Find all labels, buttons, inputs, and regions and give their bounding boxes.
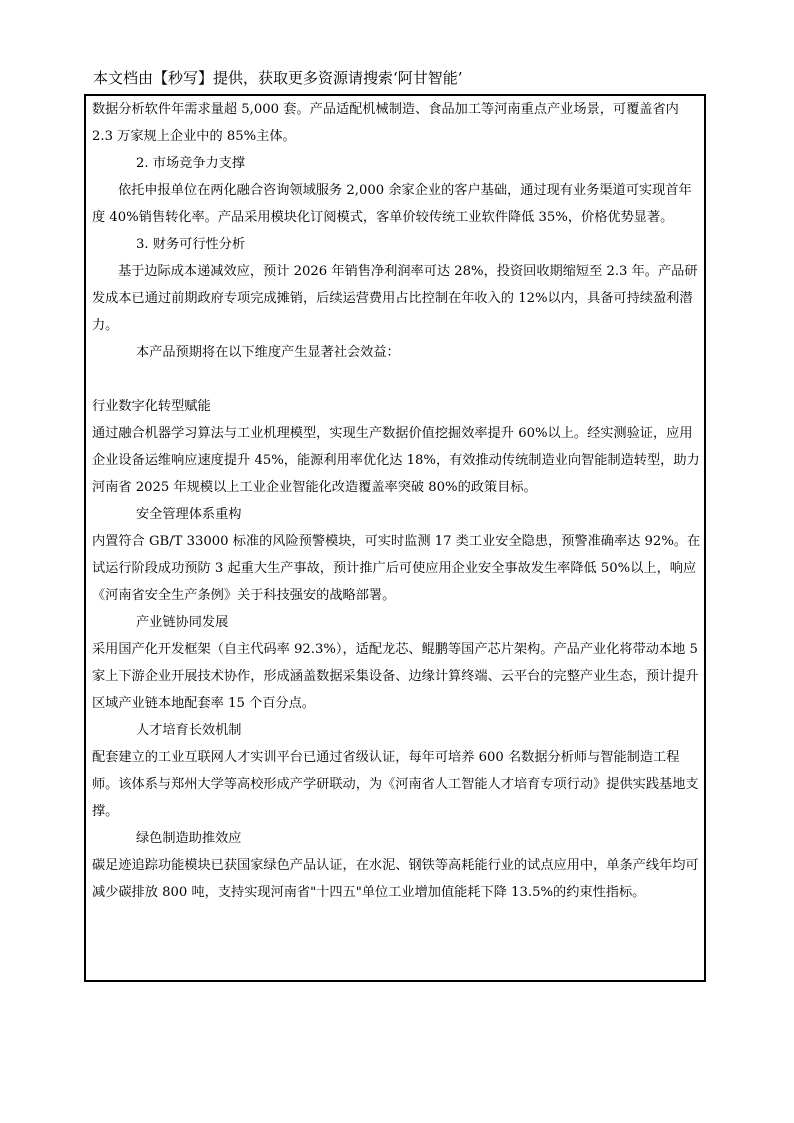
- benefit-title-safety: 安全管理体系重构: [136, 507, 242, 522]
- social-benefit-intro: 本产品预期将在以下维度产生显著社会效益：: [136, 345, 400, 360]
- benefit-body-digital: 通过融合机器学习算法与工业机理模型，实现生产数据价值挖掘效率提升 60%以上。经实测验证，应用企业设备运维响应速度提升 45%，能源利用率优化达 18%，有效推动传统制造业向智能制造转型，助力河南省 2025 年规模以上工业企业智能化改造覆盖率突破 80%的政策目标。: [92, 426, 700, 495]
- paragraph-financial: 基于边际成本递减效应，预计 2026 年销售净利润率可达 28%，投资回收期缩短至 2.3 年。产品研发成本已通过前期政府专项完成摊销，后续运营费用占比控制在年收入的 12%以内，具备可持续盈利潜力。: [92, 264, 698, 333]
- benefit-title-digital: 行业数字化转型赋能: [92, 399, 211, 414]
- document-header: 本文档由【秒写】提供，获取更多资源请搜索‘阿甘智能’: [93, 69, 463, 87]
- content-body: [92, 96, 702, 906]
- benefit-body-safety: 内置符合 GB/T 33000 标准的风险预警模块，可实时监测 17 类工业安全隐患，预警准确率达 92%。在试运行阶段成功预防 3 起重大生产事故，预计推广后可使应用企业安全事故发生率降低 50%以上，响应《河南省安全生产条例》关于科技强安的战略部署。: [92, 534, 701, 603]
- paragraph-market-demand: 数据分析软件年需求量超 5,000 套。产品适配机械制造、食品加工等河南重点产业场景，可覆盖省内 2.3 万家规上企业中的 85%主体。: [92, 102, 679, 144]
- paragraph-competitiveness: 依托申报单位在两化融合咨询领域服务 2,000 余家企业的客户基础，通过现有业务渠道可实现首年度 40%销售转化率。产品采用模块化订阅模式，客单价较传统工业软件降低 35%，价格优势显著。: [92, 183, 692, 225]
- benefit-title-industry-chain: 产业链协同发展: [136, 615, 229, 630]
- blank-line: [92, 366, 702, 393]
- benefit-title-talent: 人才培育长效机制: [136, 723, 242, 738]
- benefit-title-green: 绿色制造助推效应: [136, 831, 242, 846]
- section-heading-financial: 3. 财务可行性分析: [136, 237, 246, 252]
- section-heading-competitiveness: 2. 市场竞争力支撑: [136, 156, 246, 171]
- benefit-body-green: 碳足迹追踪功能模块已获国家绿色产品认证，在水泥、钢铁等高耗能行业的试点应用中，单条产线年均可减少碳排放 800 吨，支持实现河南省"十四五"单位工业增加值能耗下降 13.5%的约束性指标。: [92, 858, 699, 900]
- benefit-body-talent: 配套建立的工业互联网人才实训平台已通过省级认证，每年可培养 600 名数据分析师与智能制造工程师。该体系与郑州大学等高校形成产学研联动，为《河南省人工智能人才培育专项行动》提供实践基地支撑。: [92, 750, 699, 819]
- benefit-body-industry-chain: 采用国产化开发框架（自主代码率 92.3%），适配龙芯、鲲鹏等国产芯片架构。产品产业化将带动本地 5 家上下游企业开展技术协作，形成涵盖数据采集设备、边缘计算终端、云平台的完整产业生态，预计提升区域产业链本地配套率 15 个百分点。: [92, 642, 699, 711]
- content-frame: [84, 94, 706, 982]
